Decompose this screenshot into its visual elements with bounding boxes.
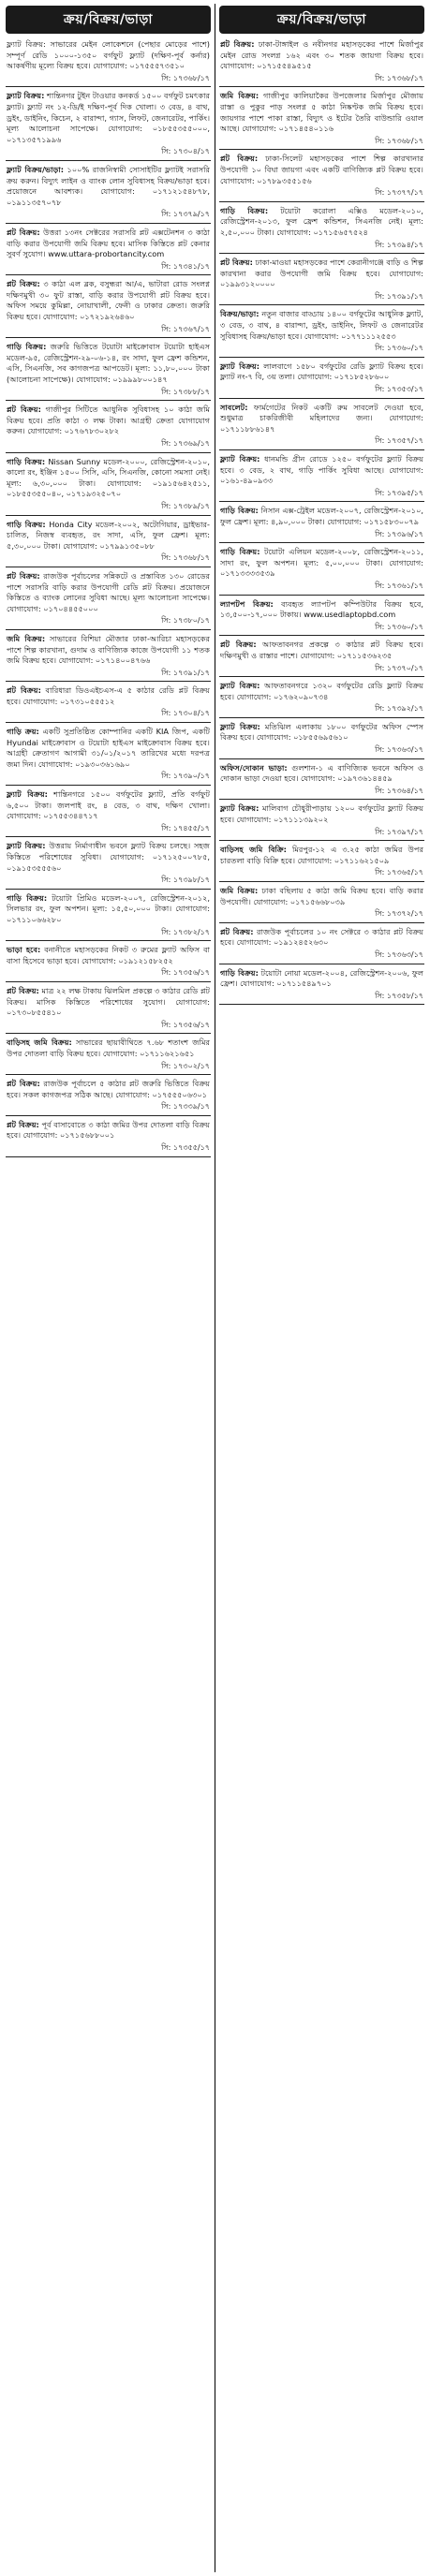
classified-ad bbox=[219, 452, 424, 499]
ad-reference: সি: ১৭৩৪১/১৭ bbox=[161, 261, 210, 271]
ad-separator bbox=[219, 304, 424, 305]
ad-title: সাবলেট: bbox=[220, 402, 248, 412]
classified-ad bbox=[6, 518, 211, 565]
ad-text: লালবাগে ১৫৮০ বর্গফুটের রেডি ফ্ল্যাট বিক্রয় হবে। ফ্ল্যাট নং-৭ বি, ৩য় তলা। যোগাযোগ: ০১৭১৮৫২৮৬০০ bbox=[220, 361, 423, 382]
classified-ad bbox=[6, 788, 211, 834]
ad-title: প্লট বিক্রয়: bbox=[7, 227, 40, 237]
classified-ad bbox=[6, 226, 211, 272]
classified-ad bbox=[6, 1118, 211, 1155]
ad-title: গাড়ি বিক্রয়: bbox=[7, 456, 46, 466]
ad-reference: সি: ১৭৩৬৫/১৭ bbox=[375, 868, 423, 877]
column-header: ক্রয়/বিক্রয়/ভাড়া bbox=[219, 6, 424, 34]
ad-text: মাত্র ২২ লক্ষ টাকায় ঝিলমিল প্রকল্পে ৩ কাঠার রেডি প্লট বিক্রয়। মাসিক কিস্তিতে পরিশোধের সুযোগ। যোগাযোগ: ০১৭৩০৮৫৫৪১০ bbox=[7, 985, 211, 1018]
ad-separator bbox=[6, 337, 211, 338]
ad-separator bbox=[219, 595, 424, 596]
ad-reference: সি: ১৭৩৯৭/১৭ bbox=[375, 827, 423, 836]
ad-reference: সি: ১৭৩৬৪/১৭ bbox=[375, 786, 423, 795]
ad-reference: সি: ১৭৩৬৮/১৭ bbox=[161, 73, 210, 82]
ad-text: ব্যবহৃত ল্যাপটপ কম্পিউটার বিক্রয় হবে, ১৩,৫০০-১৭,০০০ টাকায়। www.usedlaptopbd.com bbox=[220, 598, 424, 620]
ad-title: ভাড়া হবে: bbox=[7, 945, 41, 955]
classified-ad bbox=[6, 455, 211, 513]
ad-separator bbox=[6, 400, 211, 401]
ad-text: উত্তরায় নির্মাণাধীন ভবনে ফ্ল্যাট বিক্রয় চলছে। সহজ কিস্তিতে পরিশোধের সুবিধা। যোগাযোগ: ০১৭১২৫০০৭৮৫, ০১৯১৫৩৫৫৫৬০ bbox=[7, 841, 210, 873]
ad-reference: সি: ১৭৩৮৯/১৭ bbox=[161, 501, 210, 510]
ad-reference: সি: ১৭৩০৪/১৭ bbox=[161, 709, 210, 718]
classified-ad bbox=[6, 1077, 211, 1113]
ad-reference: সি: ১৭৩৯৬/১৭ bbox=[375, 529, 423, 538]
ad-text: গুলশান-১ এ বাণিজ্যিক ভবনে অফিস ও দোকান ভাড়া দেওয়া হবে। যোগাযোগ: ০১৯৭৩৬১৪৪৫৯ bbox=[220, 762, 423, 784]
ad-separator bbox=[219, 449, 424, 450]
ad-text: শান্তিনগরে ১৫০০ বর্গফুটের ফ্ল্যাট, প্রতি বর্গফুট ৬,৫০০ টাকা। জলপাই রং, ৪ বেড, ৩ বাথ, দক্ষিণ খোলা। যোগাযোগ: ০১৭৫৫৩৪৪৭১৭ bbox=[7, 789, 210, 821]
ad-reference: সি: ১৭৩৯৪/১৭ bbox=[375, 240, 423, 249]
classified-ad bbox=[219, 802, 424, 838]
ad-title: বিক্রয়/ভাড়া: bbox=[220, 309, 259, 319]
classified-ad bbox=[6, 163, 211, 221]
ad-text: আফতাবনগর প্রকল্পে ৩ কাঠার প্লট বিক্রয় হবে। দক্ষিণমুখী ও রাস্তার পাশে। যোগাযোগ: ০১৭১১৫৩৬২৩৫ bbox=[220, 640, 423, 660]
classified-ad bbox=[6, 984, 211, 1031]
ad-title: প্লট বিক্রয়: bbox=[7, 405, 41, 415]
ad-separator bbox=[6, 722, 211, 723]
ad-title: প্লট বিক্রয়: bbox=[220, 39, 255, 49]
ad-text: আফতাবনগরে ১৩২০ বর্গফুটের রেডি ফ্ল্যাট বিক্রয় হবে। যোগাযোগ: ০১৭৬২০৯০৭৩৪ bbox=[220, 681, 423, 701]
ad-reference: সি: ১৭৩৭৯/১৭ bbox=[161, 210, 210, 219]
ad-reference: সি: ১৭৩৯৫/১৭ bbox=[375, 488, 423, 497]
ad-title: গাড়ি বিক্রয়: bbox=[7, 892, 48, 903]
classified-column-left bbox=[6, 6, 211, 2569]
ad-title: জমি বিক্রয়: bbox=[220, 91, 259, 101]
column-header: ক্রয়/বিক্রয়/ভাড়া bbox=[6, 6, 211, 34]
classified-ad bbox=[6, 340, 211, 398]
ad-text: ঢাকা-টাঙ্গাইল ও নবীনগর মহাসড়কের পাশে মির্জাপুর মেইন রোড সংলগ্ন ১৬২ এবং ৩০ শতক জায়গা বিক্রয় হবে। যোগাযোগ: ০১৭১৫৫৪৯৫১৫ bbox=[220, 39, 423, 71]
ad-separator bbox=[219, 501, 424, 502]
classified-ad bbox=[219, 504, 424, 540]
ad-reference: সি: ১৭৩৭০/১৭ bbox=[375, 663, 423, 672]
ad-text: সাভারের ছায়াবীথিতে ৭.৬৮ শতাংশ জমির উপর দোতলা বাড়ি বিক্রয় হবে। যোগাযোগ: ০১৭১১৬২১৬৫১ bbox=[7, 1038, 210, 1058]
ad-separator bbox=[219, 201, 424, 202]
classified-column-right bbox=[219, 6, 424, 2569]
ad-text: ফার্মগেটের নিকট একটি রুম সাবলেট দেওয়া হবে, শুধুমাত্র চাকরিজীবী মহিলাদের জন্য। যোগাযোগ: ০১৭১১৮৮৬১৪৭ bbox=[220, 402, 423, 434]
classified-ad bbox=[6, 37, 211, 84]
ad-text: গাজীপুর কালিয়াকৈর উপজেলার মির্জাপুর মৌজায় রাস্তা ও পুকুর পাড় সংলগ্ন ৫ কাঠা নিষ্কণ্টক জমি বিক্রয় হবে। জায়গার পাশে পাকা রাস্তা, বিদ্যুৎ ও ইটের তৈরি বাউন্ডারি ওয়াল আছে। যোগাযোগ: ০১৭১৪৫৪০১১৬ bbox=[220, 91, 423, 134]
ad-title: ল্যাপটপ বিক্রয়: bbox=[220, 598, 274, 609]
ad-title: প্লট বিক্রয়: bbox=[7, 985, 39, 995]
ad-separator bbox=[219, 881, 424, 882]
ad-separator bbox=[6, 940, 211, 941]
ad-separator bbox=[219, 840, 424, 841]
ad-title: প্লট বিক্রয়: bbox=[220, 154, 259, 164]
ad-title: প্লট বিক্রয়: bbox=[220, 926, 254, 936]
ad-text: রাজউক পূর্বাচলে ৫ কাঠার প্লট জরুরি ভিত্তিতে বিক্রয় হবে। সকল কাগজপত্র সঠিক আছে। যোগাযোগ: ০১৭৫৫৫০৬৩০১ bbox=[7, 1079, 210, 1099]
classified-ad bbox=[6, 684, 211, 720]
ad-text: সাভারের বিশিয়া মৌজার ঢাকা-আরিচা মহাসড়কের পাশে শিল্প কারখানা, গুদাম ও বাণিজ্যিক কাজে উপযোগী ১১ শতক জমি বিক্রয় হবে। যোগাযোগ: ০১৭১৪০০৪৭৬৬ bbox=[7, 633, 210, 666]
ad-text: নিসান এক্স-ট্রেইল মডেল-২০০৭, রেজিস্ট্রেশন-২০১০, ফুল ফ্রেশ। মূল্য: ৪,৯০,০০০ টাকা। যোগাযোগ: ০১৭১৫৮৩০০৭৯ bbox=[220, 506, 424, 526]
ad-reference: সি: ১৭৩৭৭/১৭ bbox=[375, 188, 423, 198]
ad-reference: সি: ১৭৩৫৬/১৭ bbox=[161, 968, 210, 978]
ad-text: বারিধারা ডিওএইচএস-এ ৫ কাঠার রেডি প্লট বিক্রয় হবে। যোগাযোগ: ০১৭৩১০৫৫৫১২ bbox=[7, 685, 210, 706]
ad-text: ৩ কাঠা এল ব্লক, বসুন্ধরা আ/এ, ভাটারা রোড সংলগ্ন দক্ষিণমুখী ৩০ ফুট রাস্তা, বাড়ি করার উপযোগী প্লট বিক্রয় হবে। অফিস সময়ে কুমিল্লা, নোয়াখালী, ফেনী ও ঢাকার ক্রেতা। জরুরি বিক্রয় হবে। যোগাযোগ: ০১৭২১৯২৬৪৬০ bbox=[7, 279, 211, 322]
ad-text: ধানমন্ডি গ্রীন রোডে ১২৫০ বর্গফুটের ফ্ল্যাট বিক্রয় হবে। ৩ বেড, ২ বাথ, গাড়ি পার্কিং সুবিধা আছে। যোগাযোগ: ০১৬১-৪৯০৯৩৩ bbox=[220, 454, 423, 486]
ad-separator bbox=[6, 223, 211, 224]
ad-title: প্লট বিক্রয়: bbox=[220, 640, 257, 650]
classified-ad bbox=[6, 943, 211, 979]
ad-title: ফ্ল্যাট বিক্রয়/ভাড়া: bbox=[7, 164, 64, 174]
ad-list bbox=[219, 37, 424, 1005]
ad-reference: সি: ১৭৩৬৮/১৭ bbox=[161, 553, 210, 563]
ad-text: মিরপুর-১২ এ ৩.২৫ কাঠা জমির উপর চারতলা বাড়ি বিক্রি হবে। যোগাযোগ: ০১৭১১৬২১৫০৯ bbox=[220, 845, 423, 865]
ad-text: টয়োটা নোয়া মডেল-২০০৪, রেজিস্ট্রেশন-২০০৬, ফুল ফ্রেশ। যোগাযোগ: ০১৭১১৫৪৯৭০১ bbox=[220, 967, 423, 989]
ad-separator bbox=[219, 799, 424, 800]
classified-ad bbox=[6, 1036, 211, 1072]
ad-title: জমি বিক্রয়: bbox=[220, 886, 259, 895]
ad-title: ফ্ল্যাট বিক্রয়: bbox=[220, 721, 260, 731]
classified-ad bbox=[219, 256, 424, 302]
ad-title: ফ্ল্যাট বিক্রয়: bbox=[220, 454, 260, 464]
ad-text: বনানীতে মহাসড়কের নিকট ৩ রুমের ফ্ল্যাট অফিস বা বাসা হিসেবে ভাড়া হবে। যোগাযোগ: ০১৯১২১৫৮২৫২ bbox=[7, 945, 210, 965]
classified-ad bbox=[219, 884, 424, 920]
ad-reference: সি: ১৭৩৬৭/১৭ bbox=[161, 324, 210, 333]
ad-separator bbox=[219, 758, 424, 759]
ad-reference: সি: ১৭৩৯০/১৭ bbox=[161, 772, 210, 781]
ad-reference: সি: ১৭৩৮৮/১৭ bbox=[161, 387, 210, 396]
ad-text: জরুরি ভিত্তিতে টয়োটা মাইক্রোবাস টয়োটা হাইএস মডেল-৯৫, রেজিস্ট্রেশন-২৯-০৬-১৪, রং সাদা, ফুল ফ্রেশ কন্ডিশন, এসি, সিএনজি, সব কাগজপত্র আপডেট। মূল্য: ১১,৮০,০০০ টাকা (আলোচনা সাপেক্ষে)। যোগাযোগ: ০১৯৯৯৮০০১৪৭ bbox=[7, 342, 210, 385]
ad-separator bbox=[219, 676, 424, 677]
ad-separator bbox=[219, 635, 424, 636]
ad-text: টয়োটা করোলা এক্সিও মডেল-২০১০, রেজিস্ট্রেশন-২০১৩, ফুল ফ্রেশ কন্ডিশন, সিএনজি নেই। মূল্য: ২,৫০,০০০ টাকা। যোগাযোগ: ০১৭১৫৬৫৭৫২৪ bbox=[220, 205, 423, 237]
ad-text: Nissan Sunny মডেল-২০০০, রেজিস্ট্রেশন-২০১০, কালো রং, ইঞ্জিন ১৫০০ সিসি, এসি, সিএনজি, কোনো সমস্যা নেই। মূল্য: ৬,৩০,০০০ টাকা। যোগাযোগ: ০১৯১৫৬৪২৫১১, ০১৮৫৫৩৫৫০৪০, ০১৭১৯৩২৫০৭০ bbox=[7, 456, 210, 499]
classified-ad bbox=[219, 37, 424, 84]
classified-ad bbox=[219, 843, 424, 879]
classified-ad bbox=[6, 277, 211, 335]
ad-title: ফ্ল্যাট বিক্রয়: bbox=[7, 841, 46, 851]
ad-title: বাড়িসহ জমি বিক্রয়: bbox=[7, 1038, 72, 1048]
ad-reference: সি: ১৭৩৬৯/১৭ bbox=[161, 439, 210, 448]
ad-separator bbox=[6, 981, 211, 982]
ad-separator bbox=[6, 86, 211, 87]
classified-ad bbox=[219, 401, 424, 448]
ad-title: ফ্ল্যাট বিক্রয়: bbox=[7, 789, 48, 800]
ad-text: রাজউক পূর্বাচলের সন্নিকটে ও প্রস্তাবিত ১৩০ রোডের পাশে সরাসরি বাড়ি করার উপযোগী রেডি প্লট বিক্রয়। প্রয়োজনে কিস্তিতে ও ব্যাংক লোনের সুবিধা আছে। মূল্য আলোচনা সাপেক্ষে। যোগাযোগ: ০১৭০৪৪৫৫০০০ bbox=[7, 570, 211, 613]
ad-reference: সি: ১৭৩৬৩/১৭ bbox=[375, 745, 423, 755]
ad-text: টয়োটা প্রিমিও মডেল-২০০৭, রেজিস্ট্রেশন-২০১২, সিলভার রং, ফুল অপশন। মূল্য: ১৫,৫০,০০০ টাকা। যোগাযোগ: ০১৭১১০৬৬২৮০ bbox=[7, 892, 210, 924]
ad-reference: সি: ১৭৩৯২/১৭ bbox=[375, 704, 423, 714]
ad-text: গাজীপুর সিটিতে আধুনিক সুবিধাসহ ১০ কাঠা জমি বিক্রয় হবে। প্রতি কাঠা ৩ লক্ষ টাকা। আগ্রহী ক্রেতা যোগাযোগ করুন। যোগাযোগ: ০১৭৬৭৮৩০২৮২ bbox=[7, 405, 210, 436]
ad-reference: সি: ১৭৩৮২/১৭ bbox=[161, 927, 210, 936]
ad-reference: সি: ১৭৩৫৫/১৭ bbox=[161, 1143, 210, 1153]
ad-title: গাড়ি ক্রয়: bbox=[7, 727, 39, 737]
classified-ad bbox=[219, 720, 424, 757]
ad-reference: সি: ১৭৩৮০/১৭ bbox=[161, 616, 210, 626]
ad-separator bbox=[219, 542, 424, 543]
ad-separator bbox=[6, 1156, 211, 1157]
ad-text: ফ্ল্যাট বিক্রয়: সাভারের মেইন লোকেশনে (পেছার মোড়ের পাশে) সম্পূর্ণ রেডি ১০০০-১৩৫০ বর্গফুট ফ্ল্যাট (দক্ষিণ-পূর্ব কর্নার) আকর্ষণীয় মূল্যে বিক্রয় হবে। যোগাযোগ: ০১৭৫৫৫৭৩৫১০ bbox=[7, 39, 210, 71]
ad-separator bbox=[6, 274, 211, 275]
ad-title: গাড়ি বিক্রয়: bbox=[7, 342, 47, 352]
ad-text: ঢাকা-মাওয়া মহাসড়কের পাশে কেরানীগঞ্জে বাড়ি ও শিল্প কারখানা করার উপযোগী জমি বিক্রয় হবে। যোগাযোগ: ০১৯৯৩১২০০০০ bbox=[220, 258, 423, 289]
ad-separator bbox=[6, 889, 211, 890]
ad-list bbox=[6, 37, 211, 1157]
ad-separator bbox=[6, 1033, 211, 1034]
ad-title: গাড়ি বিক্রয়: bbox=[220, 547, 260, 557]
classified-ad bbox=[6, 839, 211, 886]
ad-reference: সি: ১৭৩০৪/১৭ bbox=[161, 147, 210, 156]
classified-ad bbox=[219, 307, 424, 354]
ad-text: পূর্ব বাসাবোতে ৩ কাঠা জমির উপর দোতলা বাড়ি বিক্রয় হবে। যোগাযোগ: ০১৭১৫৬৮৮০০১ bbox=[7, 1119, 210, 1141]
ad-title: গাড়ি বিক্রয়: bbox=[220, 506, 259, 516]
ad-title: গাড়ি বিক্রয়: bbox=[220, 967, 259, 978]
ad-reference: সি: ১৭৩৫৬/১৭ bbox=[161, 1020, 210, 1029]
ad-separator bbox=[219, 922, 424, 923]
ad-text: উত্তরা ১৩নং সেক্টরের সরাসরি প্লট এক্সটেনশন ৩ কাঠা বাড়ি করার উপযোগী জমি বিক্রয় হবে। মাসিক কিস্তিতে প্লট কেনার সুবর্ণ সুযোগ। www.uttara-probortancity.com bbox=[7, 227, 210, 259]
ad-reference: সি: ১৭৩৬৮/১৭ bbox=[375, 73, 423, 82]
classified-ad bbox=[6, 725, 211, 783]
ad-separator bbox=[219, 149, 424, 150]
ad-separator bbox=[6, 452, 211, 453]
ad-text: শান্তিনগর টুইন টাওয়ার কনকর্ড ১৫০০ বর্গফুট চমৎকার ফ্ল্যাট। ফ্ল্যাট নং ১২-ডি/ই দক্ষিণ-পূর্ব দিক খোলা। ৩ বেড, ৪ বাথ, ড্রইং, ডাইনিং, কিচেন, ২ বারান্দা, গ্যাস, লিফট, জেনারেটর, পার্কিং। মূল্য আলোচনা সাপেক্ষে। যোগাযোগ: ০১৮৫৫৩৫৫০০০, ০১৭১৩৫৭১৯৯৬ bbox=[7, 91, 210, 144]
ad-reference: সি: ১৭৩৩৯/১৭ bbox=[161, 1102, 210, 1111]
ad-text: রাজউক পূর্বাচলের ১০ নং সেক্টরে ৩ কাঠার প্লট বিক্রয় হবে। যোগাযোগ: ০১৯১২৪৫২৬৩০ bbox=[220, 926, 424, 948]
ad-reference: সি: ১৭৪৫৫/১৭ bbox=[161, 823, 210, 832]
ad-separator bbox=[219, 357, 424, 358]
ad-separator bbox=[219, 717, 424, 718]
ad-text: টয়োটা এলিয়ন মডেল-২০০৮, রেজিস্ট্রেশন-২০১১, সাদা রং, ফুল অপশন। মূল্য: ৫,০০,০০০ টাকা। যোগাযোগ: ০১৭১৩৩৩৩৫৩৯ bbox=[220, 547, 423, 579]
ad-text: নতুন বাজার বাড্ডায় ১৪০০ বর্গফুটের আধুনিক ফ্ল্যাট, ৩ বেড, ৩ বাথ, ৪ বারান্দা, ড্রইং, ডাইনিং, লিফট ও জেনারেটর সুবিধাসহ বিক্রয়/ভাড়া হবে। যোগাযোগ: ০১৭৭১১১২৫৫৩ bbox=[220, 309, 423, 341]
classified-ad bbox=[219, 638, 424, 674]
ad-reference: সি: ১৭৩৯১/১৭ bbox=[375, 291, 423, 301]
classified-ad bbox=[219, 89, 424, 147]
classified-ad bbox=[6, 403, 211, 449]
ad-title: ফ্ল্যাট বিক্রয়: bbox=[220, 681, 260, 691]
ad-separator bbox=[219, 398, 424, 399]
classified-ad bbox=[219, 966, 424, 1003]
classified-ad bbox=[219, 761, 424, 798]
ad-reference: সি: ১৭৩০২/১৭ bbox=[161, 1061, 210, 1070]
ad-reference: সি: ১৭৩৫৭/১৭ bbox=[375, 436, 423, 446]
classified-ad bbox=[219, 679, 424, 715]
ad-separator bbox=[219, 1004, 424, 1005]
ad-title: গাড়ি বিক্রয়: bbox=[7, 519, 46, 529]
classified-ad bbox=[219, 152, 424, 199]
classified-ad bbox=[6, 632, 211, 679]
ad-reference: সি: ১৭৩৬০/১৭ bbox=[375, 622, 423, 631]
ad-text: Honda City মডেল-২০০২, অটোগিয়ার, ড্রাইভার-চালিত, নিজস্ব ব্যবহৃত, রং সাদা, এসি, ফুল ফ্রেশ। মূল্য: ৫,৩০,০০০ টাকা। যোগাযোগ: ০১৭৯৯১৩৫০৮৮ bbox=[7, 519, 210, 551]
ad-text: ঢাকা-সিলেট মহাসড়কের পাশে শিল্প কারখানার উপযোগী ১০ বিঘা জায়গা এবং একটি বাণিজ্যিক প্লট বিক্রয় হবে। যোগাযোগ: ০১৭৮৯৩৫৫১৫৬ bbox=[220, 154, 423, 185]
ad-reference: সি: ১৭৩৫৮/১৭ bbox=[375, 991, 423, 1000]
ad-title: প্লট বিক্রয়: bbox=[7, 279, 40, 289]
ad-separator bbox=[219, 253, 424, 254]
ad-reference: সি: ১৭৩৬১/১৭ bbox=[375, 581, 423, 590]
ad-separator bbox=[219, 86, 424, 87]
ad-title: ফ্ল্যাট বিক্রয়: bbox=[220, 361, 260, 371]
ad-separator bbox=[6, 785, 211, 786]
ad-text: মালিবাগ চৌধুরীপাড়ায় ১২০০ বর্গফুটের ফ্ল্যাট বিক্রয় হবে। যোগাযোগ: ০১৭১১১৩৯২০২ bbox=[220, 803, 423, 825]
ad-reference: সি: ১৭৩৬০/১৭ bbox=[375, 344, 423, 353]
ad-separator bbox=[6, 1074, 211, 1075]
classified-ad bbox=[219, 925, 424, 962]
classified-ad bbox=[6, 89, 211, 158]
classified-ad bbox=[219, 545, 424, 592]
ad-reference: সি: ১৭৩৬৩/১৭ bbox=[375, 949, 423, 959]
ad-reference: সি: ১৭৩৫৩/১৭ bbox=[375, 385, 423, 394]
ad-title: গাড়ি বিক্রয়: bbox=[220, 205, 269, 215]
ad-text: ঢাকা বছিলায় ৫ কাঠা জমি বিক্রয় হবে। বাড়ি করার উপযোগী। যোগাযোগ: ০১৭১৫৬৬৮০৩৯ bbox=[220, 886, 423, 906]
ad-separator bbox=[6, 681, 211, 682]
ad-title: প্লট বিক্রয়: bbox=[7, 1119, 39, 1129]
ad-separator bbox=[6, 160, 211, 161]
ad-title: অফিস/দোকান ভাড়া: bbox=[220, 762, 288, 773]
ad-reference: সি: ১৭৩৬৮/১৭ bbox=[375, 136, 423, 145]
ad-separator bbox=[6, 515, 211, 516]
ad-reference: সি: ১৭৩৭২/১৭ bbox=[375, 909, 423, 919]
classified-ad bbox=[6, 891, 211, 938]
ad-text: মতিঝিল এলাকায় ১৮০০ বর্গফুটের অফিস স্পেস বিক্রয় হবে। যোগাযোগ: ০১৮৫৫৬৯৫৬১০ bbox=[220, 721, 423, 743]
ad-separator bbox=[6, 836, 211, 837]
ad-separator bbox=[6, 1115, 211, 1116]
ad-title: ফ্ল্যাট বিক্রয়: bbox=[220, 803, 259, 814]
ad-title: প্লট বিক্রয়: bbox=[220, 258, 253, 268]
ad-reference: সি: ১৭৩৯৮/১৭ bbox=[161, 876, 210, 885]
classified-ad bbox=[219, 204, 424, 251]
classified-ad bbox=[219, 597, 424, 634]
ad-title: জমি বিক্রয়: bbox=[7, 633, 46, 643]
ad-title: প্লট বিক্রয়: bbox=[7, 570, 40, 581]
ad-text: ১০০% রাজনিস্বামী সোসাইটির ফ্ল্যাটই সরাসরি ক্রয় করুন। বিদ্যুৎ লাইন ও ব্যাংক লোন সুবিধাসহ বিক্রয়/ভাড়া হবে। প্রয়োজনে আবশ্যক। যোগাযোগ: ০১৭১২১৫৪৮৭৮, ০১৯১১৩৫৭০৭৮ bbox=[7, 164, 210, 207]
ad-reference: সি: ১৭৩৯১/১৭ bbox=[161, 668, 210, 677]
ad-text: একটি সুপ্রতিষ্ঠিত কোম্পানির একটি KIA জিপ, একটি Hyundai মাইক্রোবাস ও টয়োটা হাইএস মাইক্রোবাস বিক্রয় হবে। আগ্রহী ক্রেতাগণ আগামী ৩১/০১/২০১৭ তারিখের মধ্যে দরপত্র জমা দিন। যোগাযোগ: ০১৯৩০৩৬১৬৯০ bbox=[7, 727, 210, 769]
ad-separator bbox=[6, 629, 211, 630]
ad-title: ফ্ল্যাট বিক্রয়: bbox=[7, 91, 45, 101]
classified-ad bbox=[6, 569, 211, 627]
ad-title: প্লট বিক্রয়: bbox=[7, 1079, 40, 1089]
ad-title: বাড়িসহ জমি বিক্রি: bbox=[220, 845, 287, 855]
ad-title: প্লট বিক্রয়: bbox=[7, 685, 41, 696]
classified-ad bbox=[219, 360, 424, 396]
